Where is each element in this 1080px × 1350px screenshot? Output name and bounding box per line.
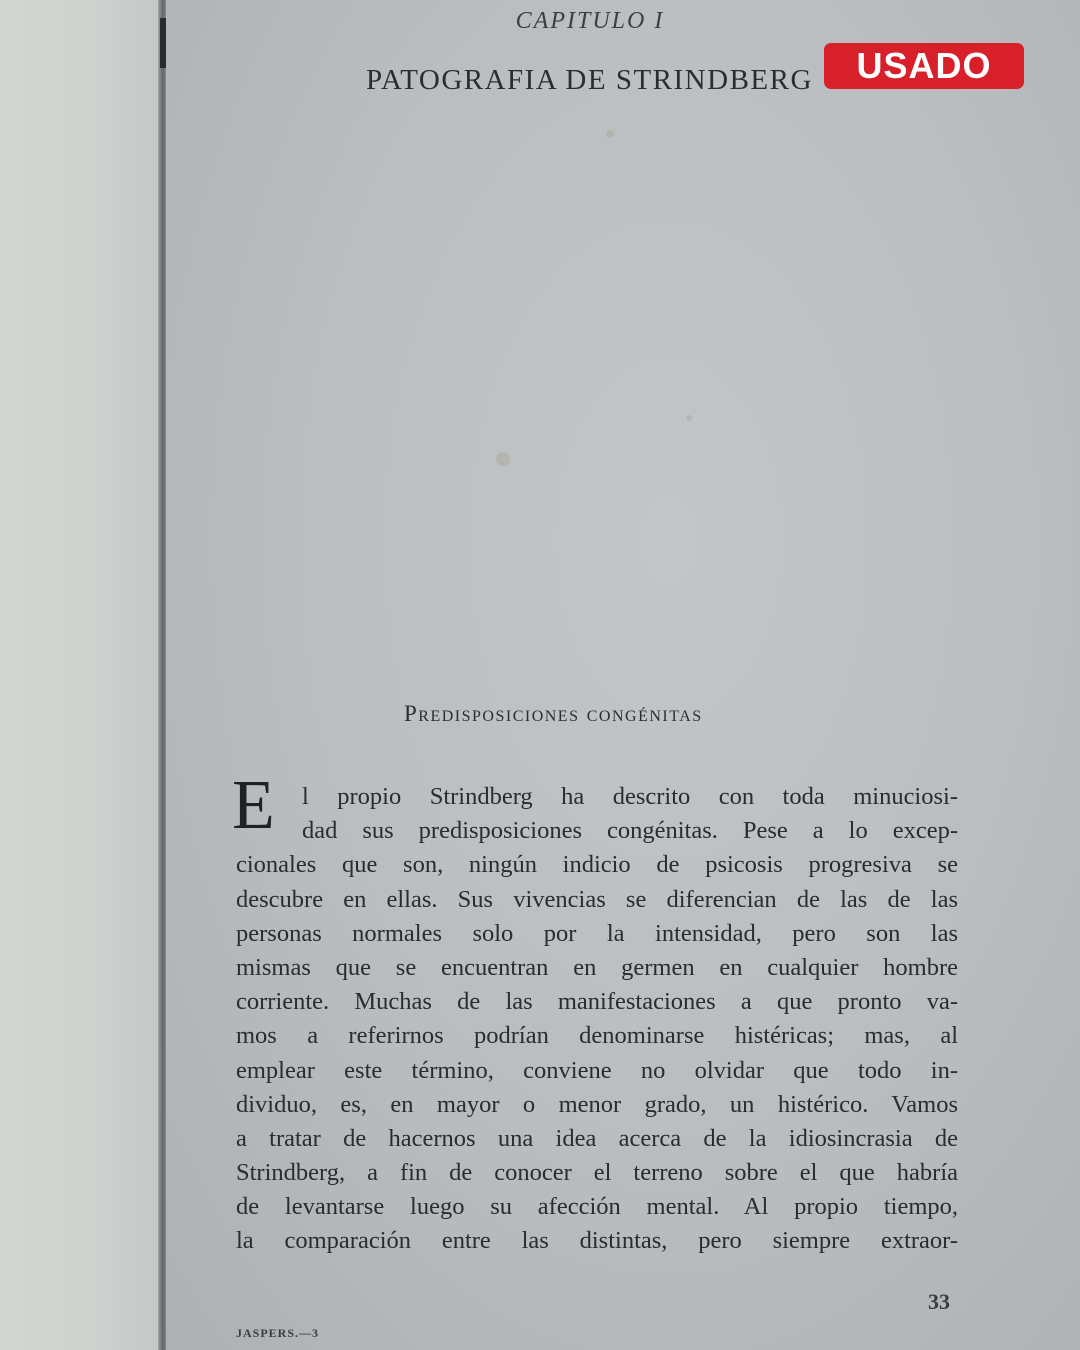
chapter-label: CAPITULO I	[515, 8, 665, 34]
text-line: emplear este término, conviene no olvidar que todo in-	[236, 1056, 958, 1084]
used-badge: USADO	[824, 43, 1024, 89]
text-line: mismas que se encuentran en germen en cualquier hombre	[236, 953, 958, 981]
paper-stain	[606, 130, 614, 138]
text-line: dad sus predisposiciones congénitas. Pese a lo excep-	[302, 817, 958, 845]
text-line: Strindberg, a fin de conocer el terreno sobre el que habría	[236, 1159, 958, 1187]
section-heading: Predisposiciones congénitas	[404, 701, 703, 726]
text-line: personas normales solo por la intensidad, pero son las	[236, 919, 958, 947]
printer-signature: JASPERS.—3	[236, 1326, 320, 1340]
text-line: dividuo, es, en mayor o menor grado, un histérico. Vamos	[236, 1090, 958, 1118]
text-line: corriente. Muchas de las manifestaciones a que pronto va-	[236, 988, 958, 1016]
text-line: cionales que son, ningún indicio de psicosis progresiva se	[236, 851, 958, 879]
chapter-title: PATOGRAFIA DE STRINDBERG	[366, 64, 813, 96]
text-line: de levantarse luego su afección mental. Al propio tiempo,	[236, 1193, 958, 1221]
text-line: l propio Strindberg ha descrito con toda minuciosi-	[302, 783, 958, 810]
body-paragraph	[236, 780, 958, 1259]
left-facing-page	[0, 0, 162, 1350]
text-line: descubre en ellas. Sus vivencias se diferencian de las de las	[236, 885, 958, 913]
text-line: mos a referirnos podrían denominarse histéricas; mas, al	[236, 1022, 958, 1050]
page-number: 33	[928, 1289, 950, 1314]
text-line: a tratar de hacernos una idea acerca de la idiosincrasia de	[236, 1124, 958, 1152]
text-line: la comparación entre las distintas, pero siempre extraor-	[236, 1227, 958, 1255]
paper-stain	[496, 452, 510, 466]
paper-stain	[686, 415, 692, 421]
drop-cap: E	[232, 767, 275, 844]
